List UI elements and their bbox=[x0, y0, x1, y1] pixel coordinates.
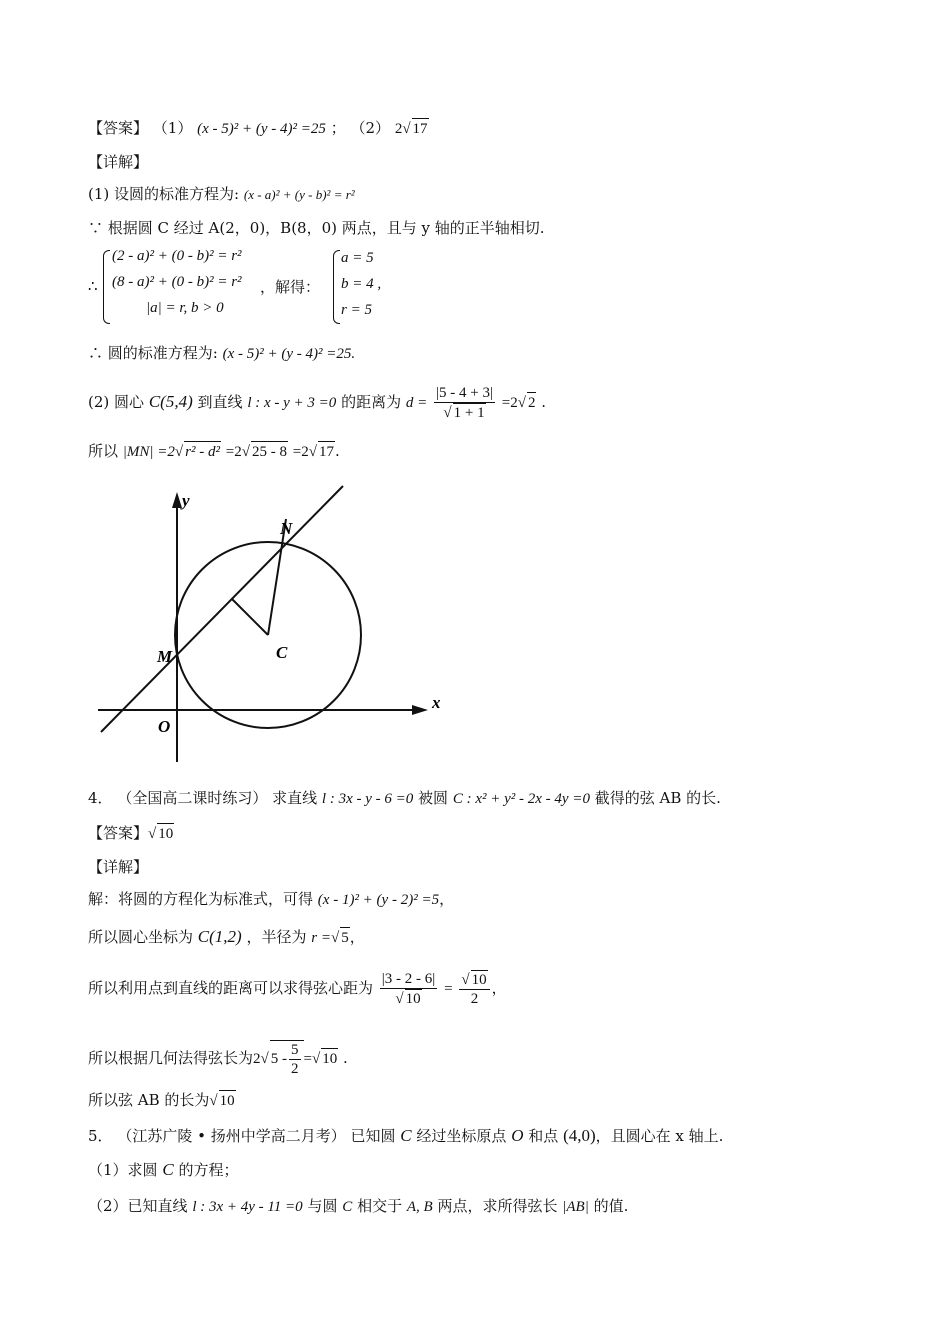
geometry-figure bbox=[90, 482, 460, 772]
q4s4-rad-a: 5 - bbox=[270, 1050, 287, 1067]
q4s2-r: r = bbox=[311, 930, 332, 946]
answer-line-1 bbox=[88, 118, 429, 139]
sqrt-sign: √ bbox=[402, 121, 411, 137]
step5-center: C(5,4) bbox=[148, 392, 193, 411]
answer-label: 【答案】 bbox=[88, 119, 149, 137]
q4s3-num: |3 - 2 - 6| bbox=[381, 971, 436, 987]
q5-text4: ，且圆心在 x 轴上. bbox=[595, 1127, 724, 1145]
left-brace bbox=[103, 250, 110, 324]
q5p2-text1: （2）已知直线 bbox=[88, 1197, 188, 1215]
distance-den: 1 + 1 bbox=[453, 405, 485, 421]
x-axis-arrow bbox=[412, 705, 428, 715]
q5-c: C bbox=[400, 1126, 412, 1145]
sys-right-2: b = 4 , bbox=[341, 276, 382, 292]
step-5 bbox=[88, 384, 546, 422]
q4s1-end: ， bbox=[439, 890, 455, 908]
q4s1-eq: (x - 1)² + (y - 2)² =5 bbox=[317, 892, 440, 908]
q4s4-frac-num: 5 bbox=[291, 1042, 299, 1058]
sqrt-sign: √ bbox=[311, 1050, 321, 1067]
q4s5-text: 所以弦 AB 的长为 bbox=[88, 1091, 210, 1109]
q4s2-end: ， bbox=[349, 928, 365, 946]
q5p1-text: （1）求圆 bbox=[88, 1161, 158, 1179]
q4s3-eq: = bbox=[444, 981, 453, 997]
q5p2-text2: 与圆 bbox=[307, 1197, 338, 1215]
q4s2-text1: 所以圆心坐标为 bbox=[88, 928, 194, 946]
label-y: y bbox=[182, 491, 190, 510]
answer-eq2-rad: 17 bbox=[412, 118, 429, 139]
q4s4-rad-b: 10 bbox=[321, 1048, 338, 1069]
q5-part-1 bbox=[88, 1160, 238, 1180]
q5-pt: (4,0) bbox=[563, 1126, 596, 1145]
answer4-rad: 10 bbox=[157, 823, 174, 844]
q4-step-3 bbox=[88, 970, 507, 1008]
q4s2-center: C(1,2) bbox=[197, 927, 242, 946]
q4-text2: 被圆 bbox=[418, 789, 449, 807]
step5-line-eq: l : x - y + 3 =0 bbox=[247, 395, 337, 411]
sqrt-sign: √ bbox=[517, 395, 526, 411]
q4s3-fraction bbox=[380, 970, 438, 1008]
q4s4-rad-group bbox=[270, 1040, 304, 1078]
step6-lhs: |MN| =2 bbox=[122, 444, 175, 460]
q4s4-frac-den: 2 bbox=[291, 1061, 299, 1077]
sqrt-sign: √ bbox=[308, 444, 317, 460]
q4s4-end: . bbox=[342, 1048, 348, 1067]
label-x: x bbox=[432, 693, 441, 712]
label-c: C bbox=[276, 643, 288, 662]
step5-d-result: =2 bbox=[501, 395, 518, 411]
q4s3-fraction-2 bbox=[459, 970, 489, 1008]
q4-step-4 bbox=[88, 1040, 348, 1078]
q4s3-text: 所以利用点到直线的距离可以求得弦心距为 bbox=[88, 979, 374, 997]
answer-part2: （2） bbox=[350, 119, 391, 137]
detail-label-1: 【详解】 bbox=[88, 153, 149, 171]
answer4-label: 【答案】 bbox=[88, 824, 149, 842]
q4s1-text: 解：将圆的方程化为标准式，可得 bbox=[88, 890, 314, 908]
y-axis-arrow bbox=[172, 492, 182, 508]
q4s3-end: ， bbox=[491, 979, 507, 997]
q4-text3: 截得的弦 AB 的长. bbox=[594, 789, 721, 807]
sys-mid: ，解得： bbox=[260, 278, 321, 296]
q4-text1: 求直线 bbox=[272, 789, 318, 807]
step6-rad3: 17 bbox=[318, 441, 335, 462]
step1-eq: (x - a)² + (y - b)² = r² bbox=[243, 187, 355, 202]
detail-label-4: 【详解】 bbox=[88, 858, 149, 876]
q5-part-2 bbox=[88, 1196, 628, 1217]
q4s3-num2-wrap: √ 10 bbox=[459, 970, 489, 990]
step-2: ∵ 根据圆 C 经过 A(2，0)，B(8，0) 两点，且与 y 轴的正半轴相切. bbox=[88, 219, 545, 237]
line-l bbox=[101, 486, 343, 732]
q5-o: O bbox=[511, 1126, 524, 1145]
q5p2-text3: 相交于 bbox=[357, 1197, 403, 1215]
q4s4-text: 所以根据几何法得弦长为 bbox=[88, 1048, 254, 1067]
q5p1-c: C bbox=[162, 1160, 174, 1179]
right-brace bbox=[333, 250, 340, 324]
q4s2-text2: ，半径为 bbox=[246, 928, 307, 946]
question-5 bbox=[88, 1126, 723, 1146]
sys-right-1: a = 5 bbox=[341, 250, 374, 266]
step4-text: ∴ 圆的标准方程为: bbox=[88, 344, 218, 362]
step1-text: (1) 设圆的标准方程为: bbox=[88, 185, 240, 203]
distance-den-wrap: √ 1 + 1 bbox=[443, 405, 485, 421]
q5-source: （江苏广陵 • 扬州中学高二月考） bbox=[117, 1127, 346, 1145]
q4s3-num2: 10 bbox=[471, 972, 487, 988]
label-n: N bbox=[280, 519, 293, 538]
perpendicular bbox=[232, 599, 268, 635]
step6-eq3: =2 bbox=[292, 444, 309, 460]
step6-end: . bbox=[334, 442, 340, 460]
q5p2-pts: A, B bbox=[406, 1199, 433, 1215]
distance-fraction bbox=[434, 384, 495, 422]
step5-text3: 的距离为 bbox=[341, 393, 402, 411]
step6-rad1: r² - d² bbox=[184, 441, 221, 462]
sqrt-sign: √ bbox=[331, 930, 340, 946]
q4s2-rad: 5 bbox=[340, 927, 350, 948]
q4-circle-eq: C : x² + y² - 2x - 4y =0 bbox=[452, 791, 590, 807]
q4-num: 4． bbox=[88, 789, 113, 807]
step5-text1: (2) 圆心 bbox=[88, 393, 145, 411]
q5p2-ab: |AB| bbox=[562, 1199, 589, 1215]
q5-text3: 和点 bbox=[528, 1127, 559, 1145]
q4-step-1 bbox=[88, 889, 454, 910]
q4-step-2 bbox=[88, 927, 365, 948]
q4s3-den2: 2 bbox=[470, 991, 479, 1007]
sqrt-sign: √ bbox=[241, 444, 250, 460]
answer-line-4 bbox=[88, 823, 174, 844]
step-6 bbox=[88, 441, 340, 462]
q5p2-c: C bbox=[342, 1199, 353, 1215]
q4s3-den-wrap: √ 10 bbox=[395, 991, 421, 1007]
q4s5-rad: 10 bbox=[219, 1090, 236, 1111]
q4s3-den: 10 bbox=[405, 991, 421, 1007]
q5-num: 5． bbox=[88, 1127, 113, 1145]
question-4 bbox=[88, 788, 721, 809]
q5p2-line-eq: l : 3x + 4y - 11 =0 bbox=[192, 1199, 303, 1215]
sys-right-3: r = 5 bbox=[341, 302, 372, 318]
answer-eq2-coef: 2 bbox=[394, 121, 403, 137]
q4-step-5 bbox=[88, 1090, 236, 1111]
q4s4-coef: 2 bbox=[253, 1050, 261, 1067]
q4s4-frac bbox=[289, 1041, 301, 1078]
q4-source: （全国高二课时练习） bbox=[117, 789, 268, 807]
step-4 bbox=[88, 343, 355, 364]
sys-left-1: (2 - a)² + (0 - b)² = r² bbox=[112, 248, 242, 264]
sys-left-3: |a| = r, b > 0 bbox=[146, 300, 224, 316]
step5-end: . bbox=[541, 393, 547, 411]
sys-left-2: (8 - a)² + (0 - b)² = r² bbox=[112, 274, 242, 290]
answer-eq1: (x - 5)² + (y - 4)² =25 bbox=[197, 121, 326, 137]
q5p1-end: 的方程； bbox=[178, 1161, 239, 1179]
q5-text1: 已知圆 bbox=[350, 1127, 396, 1145]
step5-text2: 到直线 bbox=[197, 393, 243, 411]
q5p2-text4: 两点，求所得弦长 bbox=[437, 1197, 558, 1215]
step6-eq2: =2 bbox=[225, 444, 242, 460]
answer-sep: ； bbox=[330, 119, 346, 137]
label-o: O bbox=[158, 717, 171, 736]
sqrt-sign: √ bbox=[260, 1050, 269, 1067]
answer-part1: （1） bbox=[152, 119, 193, 137]
q5-text2: 经过坐标原点 bbox=[416, 1127, 507, 1145]
step-3-therefore: ∴ bbox=[88, 277, 98, 295]
step6-rad2: 25 - 8 bbox=[251, 441, 288, 462]
step4-eq: (x - 5)² + (y - 4)² =25. bbox=[222, 346, 356, 362]
distance-num: |5 - 4 + 3| bbox=[436, 385, 493, 401]
sqrt-sign: √ bbox=[174, 444, 184, 460]
sqrt-sign: √ bbox=[209, 1093, 218, 1109]
sqrt-sign: √ bbox=[148, 826, 157, 842]
q4s4-eq: = bbox=[303, 1050, 312, 1067]
label-m: M bbox=[157, 647, 173, 666]
step5-d-prefix: d = bbox=[405, 395, 428, 411]
step-1 bbox=[88, 184, 355, 205]
step5-d-rad: 2 bbox=[527, 392, 537, 413]
step6-text: 所以 bbox=[88, 442, 119, 460]
q4-line-eq: l : 3x - y - 6 =0 bbox=[321, 791, 414, 807]
q5p2-end: 的值. bbox=[593, 1197, 629, 1215]
